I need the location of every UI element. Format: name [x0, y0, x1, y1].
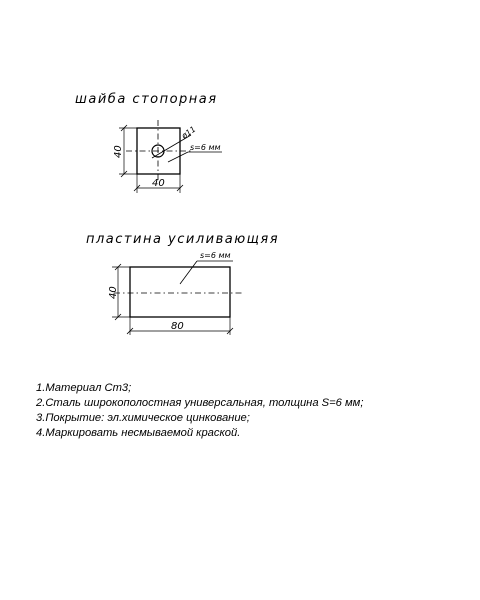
washer-height-label: 40: [113, 145, 124, 158]
note-item: 2.Сталь широкополостная универсальная, толщина S=6 мм;: [36, 397, 364, 409]
notes-list: [36, 381, 363, 441]
plate-body: [130, 267, 230, 317]
washer-thickness-label: s=6 мм: [190, 143, 221, 152]
washer-title: шайба стопорная: [75, 92, 218, 107]
plate-height-label: 40: [108, 286, 119, 299]
note-item: 3.Покрытие: эл.химическое цинкование;: [36, 412, 250, 424]
note-item: 1.Материал Ст3;: [36, 382, 132, 394]
plate-width-label: 80: [171, 321, 184, 332]
note-item: 4.Маркировать несмываемой краской.: [36, 427, 241, 439]
washer-hole-label: ø11: [179, 124, 198, 141]
washer-width-label: 40: [152, 178, 165, 189]
plate-thickness-leader: [180, 261, 197, 284]
washer-drawing: [119, 120, 222, 193]
plate-title: пластина усиливающяя: [86, 232, 280, 247]
plate-thickness-label: s=6 мм: [200, 251, 231, 260]
washer-thickness-leader: [168, 152, 188, 162]
